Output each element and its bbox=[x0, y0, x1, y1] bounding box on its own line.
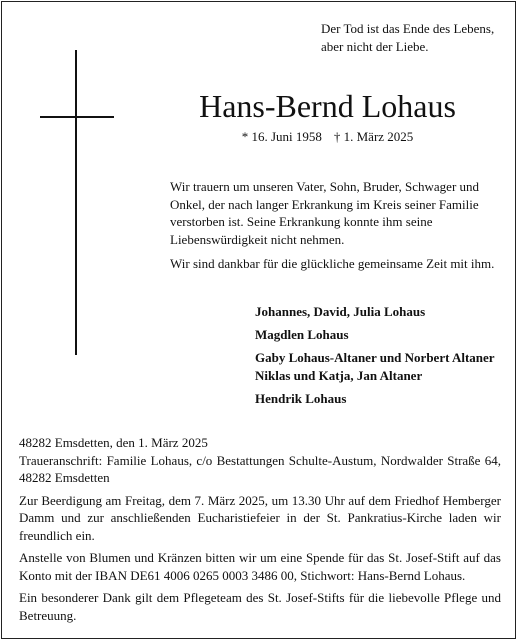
quote bbox=[321, 20, 511, 56]
cross-icon-vertical bbox=[75, 50, 77, 355]
mourning-message: Wir trauern um unseren Vater, Sohn, Bruder, Schwager und Onkel, der nach langer Erkrankung im Kreis seiner Familie verstorben ist. Seine Erkrankung konnte ihm seine Liebenswürdigkeit nicht nehmen. bbox=[170, 179, 480, 247]
place-date: 48282 Emsdetten, den 1. März 2025 bbox=[19, 435, 208, 450]
family-member: Niklas und Katja, Jan Altaner bbox=[255, 368, 423, 383]
cross-icon-horizontal bbox=[40, 116, 114, 118]
death-date: † 1. März 2025 bbox=[333, 129, 414, 144]
donation-info: Anstelle von Blumen und Kränzen bitten wir um eine Spende für das St. Josef-Stift auf das Konto mit der IBAN DE61 4006 0265 0003 3486 00, Stichwort: Hans-Bernd Lohaus. bbox=[19, 550, 501, 583]
quote-line-1: Der Tod ist das Ende des Lebens, bbox=[321, 21, 495, 36]
family-signatures bbox=[255, 303, 515, 413]
family-member: Johannes, David, Julia Lohaus bbox=[255, 304, 426, 319]
footer-info bbox=[19, 434, 501, 629]
birth-date: * 16. Juni 1958 bbox=[241, 129, 322, 144]
funeral-info: Zur Beerdigung am Freitag, dem 7. März 2025, um 13.30 Uhr auf dem Friedhof Hemberger Damm und zur anschließenden Eucharistiefeier in der St. Pankratius-Kirche laden wir freundlich ein. bbox=[19, 492, 501, 543]
life-dates bbox=[150, 128, 505, 145]
thanks-note: Ein besonderer Dank gilt dem Pflegeteam des St. Josef-Stifts für die liebevolle Pflege und Betreuung. bbox=[19, 590, 501, 623]
mourning-address: Traueranschrift: Familie Lohaus, c/o Bestattungen Schulte-Austum, Nordwalder Straße 64, 48282 Emsdetten bbox=[19, 452, 501, 485]
gratitude-message: Wir sind dankbar für die glückliche gemeinsame Zeit mit ihm. bbox=[170, 256, 495, 271]
family-member: Magdlen Lohaus bbox=[255, 327, 349, 342]
family-member: Gaby Lohaus-Altaner und Norbert Altaner bbox=[255, 350, 495, 365]
family-member: Hendrik Lohaus bbox=[255, 391, 347, 406]
deceased-name: Hans-Bernd Lohaus bbox=[199, 88, 456, 124]
quote-line-2: aber nicht der Liebe. bbox=[321, 39, 429, 54]
